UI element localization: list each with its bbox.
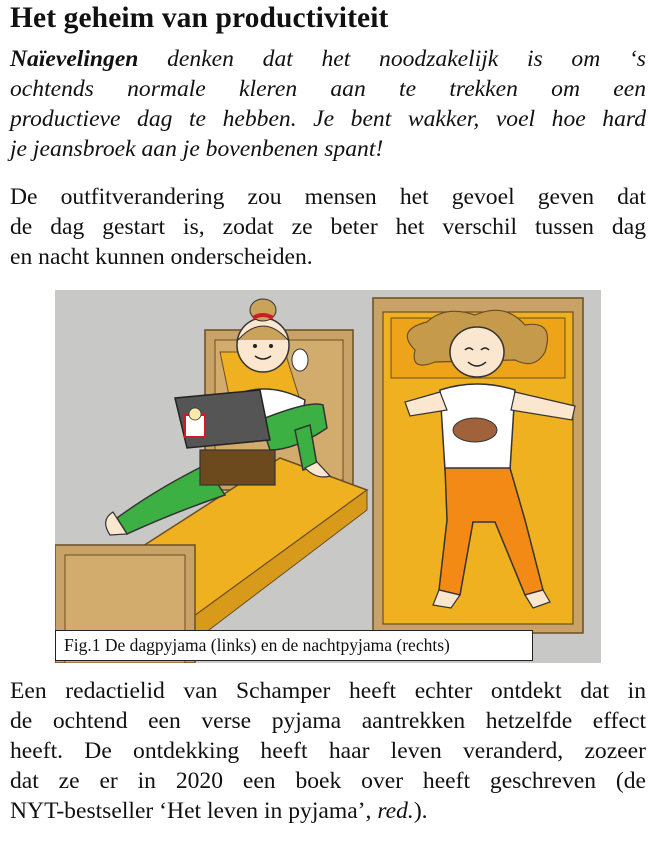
para3-line-3: heeft. De ontdekking heeft haar leven veranderd, zozeer	[10, 738, 646, 764]
pyjama-illustration	[55, 290, 601, 663]
second-paragraph	[10, 182, 646, 272]
illustration-figure	[55, 290, 601, 663]
para3-line-1: Een redactielid van Schamper heeft echter ontdekt dat in	[10, 678, 646, 704]
para3-line-5	[10, 796, 646, 826]
article-title: Het geheim van productiviteit	[10, 2, 389, 34]
intro-paragraph	[10, 44, 646, 164]
para3-line-5-pre: NYT-bestseller ‘Het leven in pyjama’,	[10, 798, 378, 824]
para2-line-3: en nacht kunnen onderscheiden.	[10, 244, 313, 270]
intro-line-2: ochtends normale kleren aan te trekken om een	[10, 76, 646, 102]
intro-line-1-rest: denken dat het noodzakelijk is om ‘s	[138, 46, 646, 72]
figure-caption: Fig.1 De dagpyjama (links) en de nachtpyjama (rechts)	[55, 630, 533, 661]
intro-line-3: productieve dag te hebben. Je bent wakker, voel hoe hard	[10, 106, 646, 132]
para2-line-1: De outfitverandering zou mensen het gevoel geven dat	[10, 184, 646, 210]
para3-line-5-italic: red.	[377, 798, 414, 824]
para2-line-2: de dag gestart is, zodat ze beter het verschil tussen dag	[10, 214, 646, 240]
para3-line-5-post: ).	[413, 798, 428, 824]
para3-line-4: dat ze er in 2020 een boek over heeft geschreven (de	[10, 768, 646, 794]
intro-lead-word: Naïevelingen	[10, 46, 139, 72]
para3-line-2: de ochtend een verse pyjama aantrekken hetzelfde effect	[10, 708, 646, 734]
intro-line-4: je jeansbroek aan je bovenbenen spant!	[10, 136, 384, 162]
intro-line-1	[10, 44, 646, 74]
third-paragraph	[10, 676, 646, 826]
